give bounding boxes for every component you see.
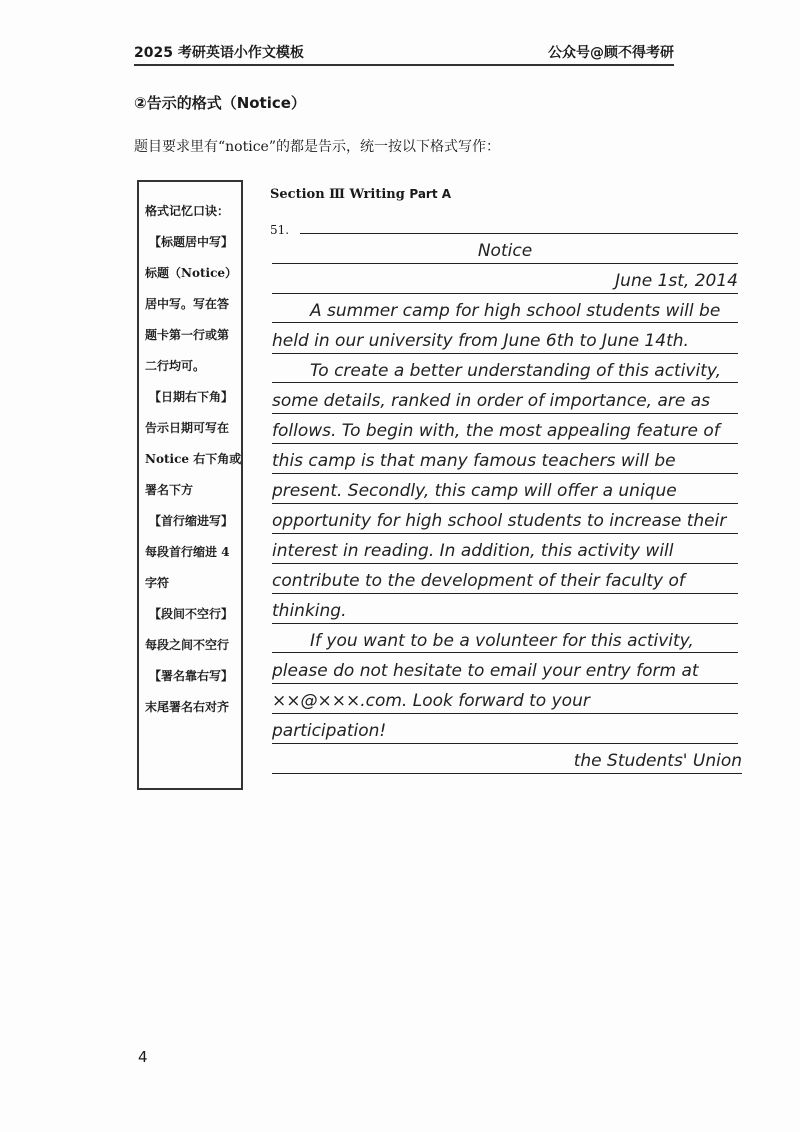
- essay-line: To create a better understanding of this activity,: [272, 353, 738, 383]
- part-label: Part A: [409, 187, 452, 201]
- essay-line: this camp is that many famous teachers will be: [272, 443, 738, 474]
- memo-line: 告示日期可写在: [145, 421, 230, 435]
- notice-date: June 1st, 2014: [272, 263, 738, 294]
- question-number: 51.: [270, 223, 290, 237]
- essay-line: interest in reading. In addition, this activity will: [272, 533, 738, 564]
- section-label: Section Ⅲ Writing: [270, 187, 405, 202]
- memo-line: 二行均可。: [145, 359, 206, 373]
- memo-line: 【日期右下角】: [149, 390, 234, 404]
- memo-line: 每段首行缩进 4: [145, 545, 230, 559]
- memo-line: 标题（Notice）: [145, 266, 238, 280]
- essay-line: follows. To begin with, the most appealing feature of: [272, 413, 738, 444]
- memo-line: 【首行缩进写】: [149, 514, 234, 528]
- memo-line: 【署名靠右写】: [149, 669, 234, 683]
- essay-line: some details, ranked in order of importance, are as: [272, 383, 738, 414]
- essay-line: present. Secondly, this camp will offer a unique: [272, 473, 738, 504]
- notice-title: Notice: [272, 233, 738, 264]
- memo-line: 末尾署名右对齐: [145, 700, 230, 714]
- essay-line: If you want to be a volunteer for this activity,: [272, 623, 738, 653]
- essay-line: held in our university from June 6th to June 14th.: [272, 323, 738, 354]
- memo-line: Notice 右下角或: [145, 452, 242, 466]
- page-number: 4: [138, 1048, 148, 1066]
- page-header: [134, 40, 674, 66]
- memo-line: 每段之间不空行: [145, 638, 230, 652]
- format-memo-box: [137, 180, 243, 790]
- memo-line: 格式记忆口诀：: [145, 204, 230, 218]
- essay-line: opportunity for high school students to increase their: [272, 503, 738, 534]
- intro-text: 题目要求里有“notice”的都是告示，统一按以下格式写作：: [134, 139, 500, 155]
- signature: the Students' Union: [272, 743, 742, 774]
- essay-line: thinking.: [272, 593, 738, 624]
- memo-line: 题卡第一行或第: [145, 328, 230, 342]
- essay-line: please do not hesitate to email your entry form at: [272, 653, 738, 684]
- header-title: 2025 考研英语小作文模板: [134, 45, 304, 61]
- essay-line: A summer camp for high school students will be: [272, 293, 738, 323]
- ruled-line: [300, 203, 738, 234]
- answer-section-title: [270, 187, 451, 202]
- essay-line: participation!: [272, 713, 738, 744]
- essay-line: contribute to the development of their faculty of: [272, 563, 738, 594]
- memo-line: 字符: [145, 576, 170, 590]
- memo-line: 居中写。写在答: [145, 297, 230, 311]
- essay-line: ××@×××.com. Look forward to your: [272, 683, 738, 714]
- header-source: 公众号@顾不得考研: [548, 45, 674, 61]
- memo-line: 【标题居中写】: [149, 235, 234, 249]
- memo-line: 署名下方: [145, 483, 194, 497]
- section-heading: ②告示的格式（Notice）: [134, 94, 306, 112]
- memo-line: 【段间不空行】: [149, 607, 234, 621]
